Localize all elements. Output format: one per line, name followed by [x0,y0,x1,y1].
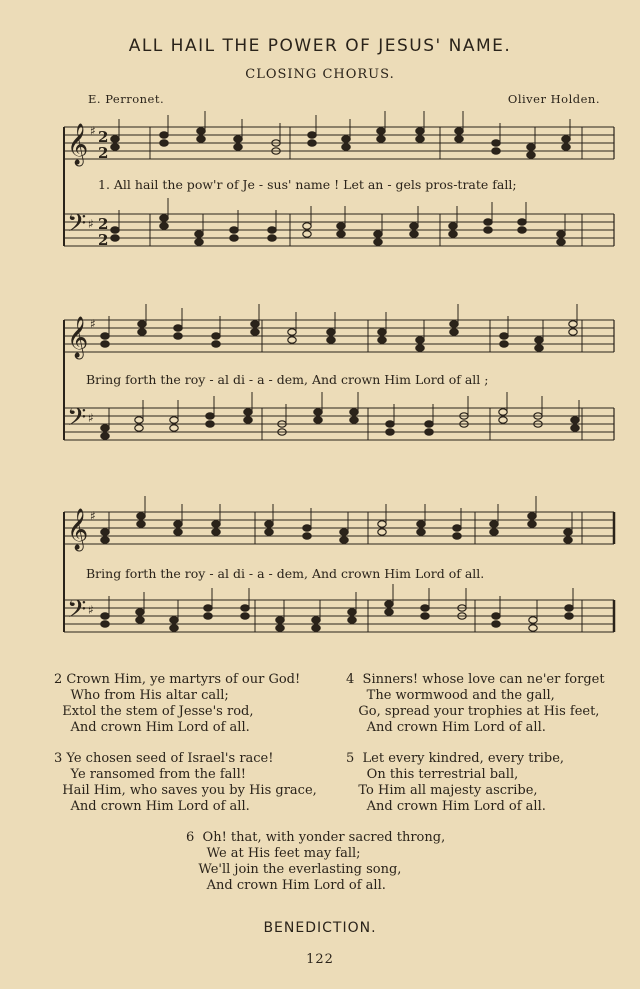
note-head [518,227,526,233]
note-head [303,231,311,237]
note-head [378,329,386,335]
note-head [425,429,433,435]
note-head [241,605,249,611]
note-head [312,625,320,631]
treble-clef-icon: 𝄞 [67,124,89,165]
note-head [244,409,252,415]
note-head [410,223,418,229]
note-head [327,329,335,335]
note-head [342,144,350,150]
note-head [314,409,322,415]
note-head [386,421,394,427]
bass-clef-icon: 𝄢 [67,209,87,244]
note-head [204,613,212,619]
note-head [101,613,109,619]
note-head [244,417,252,423]
time-signature-denominator: 2 [98,231,109,249]
note-head [206,413,214,419]
note-head [303,533,311,539]
note-head [455,136,463,142]
note-head [230,227,238,233]
note-head [160,140,168,146]
note-head [204,605,212,611]
note-head [571,425,579,431]
note-head [174,325,182,331]
note-head [417,521,425,527]
hymn-title: ALL HAIL THE POWER OF JESUS' NAME. [128,36,512,56]
note-head [340,537,348,543]
note-head [417,529,425,535]
note-head [265,529,273,535]
note-head [174,333,182,339]
note-head [288,337,296,343]
note-head [529,617,537,623]
note-head [276,625,284,631]
note-head [251,321,259,327]
key-signature-sharp-icon: ♯ [90,317,96,331]
note-head [265,521,273,527]
note-head [449,223,457,229]
stanza-6: 6 Oh! that, with yonder sacred throng, We at His feet may fall; We'll join the everlasting song, And crown Him Lord of all. [186,830,446,893]
lyric-line-1: 1. All hail the pow'r of Je - sus' name ! Let an - gels pros-trate fall; [98,177,517,192]
note-head [421,605,429,611]
note-head [342,136,350,142]
note-head [455,128,463,134]
bass-clef-icon: 𝄢 [67,403,87,438]
note-head [337,231,345,237]
note-head [492,148,500,154]
note-head [251,329,259,335]
note-head [449,231,457,237]
note-head [484,219,492,225]
note-head [327,337,335,343]
note-head [101,621,109,627]
note-head [230,235,238,241]
key-signature-sharp-icon: ♯ [88,217,94,231]
note-head [416,345,424,351]
composer-credit: Oliver Holden. [507,92,600,106]
note-head [111,235,119,241]
note-head [170,417,178,423]
note-head [571,417,579,423]
note-head [350,417,358,423]
note-head [499,409,507,415]
note-head [137,521,145,527]
note-head [197,128,205,134]
note-head [101,341,109,347]
note-head [535,345,543,351]
note-head [101,537,109,543]
note-head [212,333,220,339]
note-head [564,537,572,543]
bass-clef-icon: 𝄢 [67,595,87,630]
note-head [557,231,565,237]
note-head [174,521,182,527]
note-head [416,337,424,343]
key-signature-sharp-icon: ♯ [88,411,94,425]
note-head [421,613,429,619]
note-head [170,625,178,631]
note-head [378,337,386,343]
note-head [490,529,498,535]
note-head [562,144,570,150]
note-head [101,333,109,339]
note-head [268,235,276,241]
note-head [490,521,498,527]
note-head [101,529,109,535]
note-head [499,417,507,423]
note-head [527,152,535,158]
stanza-3: 3 Ye chosen seed of Israel's race! Ye ransomed from the fall! Hail Him, who saves you by His grace, And crown Him Lord of all. [54,751,317,814]
note-head [136,617,144,623]
note-head [492,140,500,146]
stanza-4: 4 Sinners! whose love can ne'er forget The wormwood and the gall, Go, spread your trophies at His feet, And crown Him Lord of all. [346,672,605,735]
note-head [101,425,109,431]
note-head [453,525,461,531]
note-head [492,621,500,627]
note-head [160,215,168,221]
note-head [377,128,385,134]
note-head [484,227,492,233]
note-head [565,613,573,619]
note-head [312,617,320,623]
note-head [308,132,316,138]
note-head [562,136,570,142]
note-head [170,617,178,623]
time-signature-numerator: 2 [98,128,109,146]
note-head [527,144,535,150]
note-head [241,613,249,619]
note-head [303,525,311,531]
note-head [174,529,182,535]
note-head [348,609,356,615]
note-head [348,617,356,623]
key-signature-sharp-icon: ♯ [88,603,94,617]
note-head [500,333,508,339]
note-head [529,625,537,631]
note-head [350,409,358,415]
note-head [195,231,203,237]
treble-clef-icon: 𝄞 [67,509,89,550]
note-head [111,144,119,150]
note-head [111,227,119,233]
note-head [450,329,458,335]
next-section-heading: BENEDICTION. [263,920,377,936]
time-signature-denominator: 2 [98,144,109,162]
note-head [569,329,577,335]
note-head [160,223,168,229]
note-head [234,136,242,142]
note-head [308,140,316,146]
note-head [416,128,424,134]
note-head [410,231,418,237]
note-head [528,521,536,527]
note-head [385,609,393,615]
note-head [136,609,144,615]
note-head [288,329,296,335]
note-head [564,529,572,535]
note-head [377,136,385,142]
note-head [374,239,382,245]
note-head [416,136,424,142]
note-head [385,601,393,607]
note-head [386,429,394,435]
note-head [535,337,543,343]
stanza-5: 5 Let every kindred, every tribe, On this terrestrial ball, To Him all majesty ascribe, And crown Him Lord of all. [346,751,565,814]
lyric-line-2: Bring forth the roy - al di - a - dem, And crown Him Lord of all ; [86,372,489,387]
note-head [101,433,109,439]
note-head [528,513,536,519]
key-signature-sharp-icon: ♯ [90,124,96,138]
note-head [314,417,322,423]
note-head [212,529,220,535]
note-head [212,521,220,527]
note-head [340,529,348,535]
note-head [518,219,526,225]
note-head [212,341,220,347]
note-head [569,321,577,327]
note-head [337,223,345,229]
time-signature-numerator: 2 [98,215,109,233]
note-head [303,223,311,229]
note-head [425,421,433,427]
page-number: 122 [306,952,334,967]
note-head [268,227,276,233]
hymn-subtitle: CLOSING CHORUS. [245,67,395,82]
note-head [500,341,508,347]
note-head [170,425,178,431]
author-credit: E. Perronet. [88,92,165,106]
note-head [276,617,284,623]
note-head [137,513,145,519]
note-head [378,521,386,527]
note-head [135,425,143,431]
treble-clef-icon: 𝄞 [67,317,89,358]
note-head [138,321,146,327]
note-head [138,329,146,335]
note-head [111,136,119,142]
stanza-2: 2 Crown Him, ye martyrs of our God! Who from His altar call; Extol the stem of Jesse's rod, And crown Him Lord of all. [54,672,301,735]
note-head [195,239,203,245]
note-head [492,613,500,619]
note-head [374,231,382,237]
note-head [565,605,573,611]
note-head [453,533,461,539]
lyric-line-3: Bring forth the roy - al di - a - dem, And crown Him Lord of all. [86,566,485,581]
note-head [450,321,458,327]
note-head [206,421,214,427]
note-head [557,239,565,245]
note-head [234,144,242,150]
note-head [160,132,168,138]
key-signature-sharp-icon: ♯ [90,509,96,523]
note-head [378,529,386,535]
note-head [197,136,205,142]
note-head [135,417,143,423]
